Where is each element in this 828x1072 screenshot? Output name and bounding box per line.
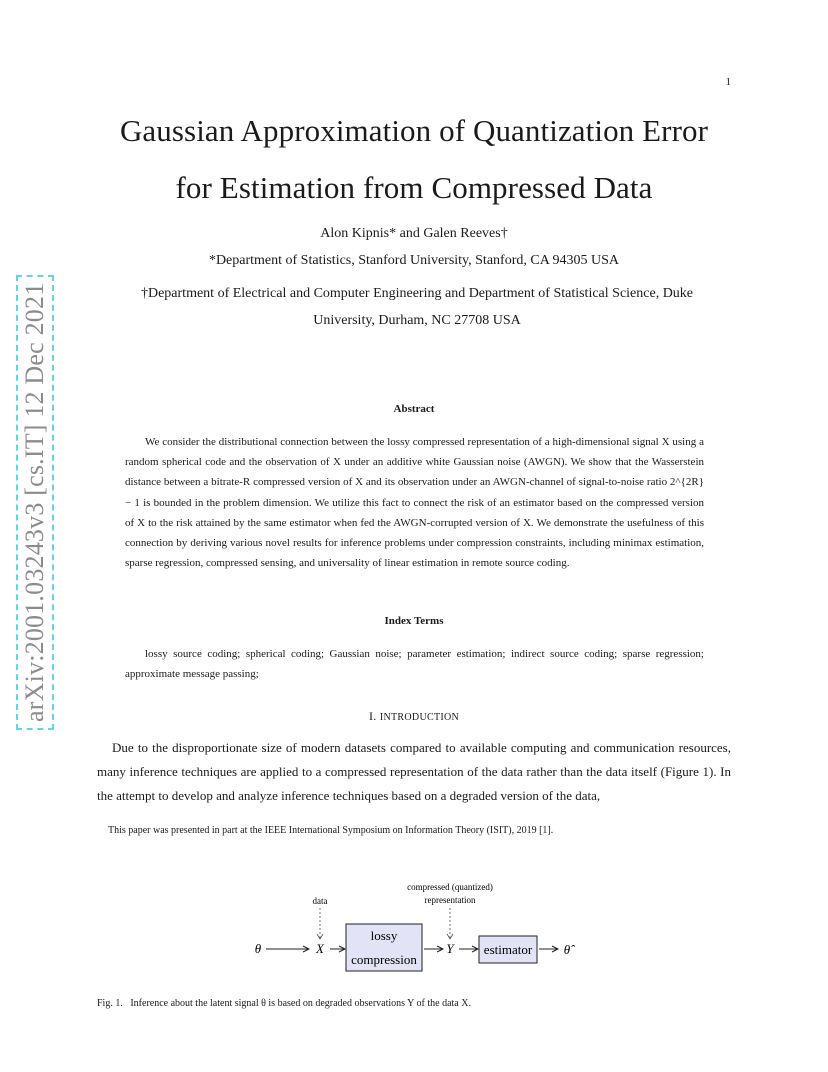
y-symbol: Y	[446, 941, 454, 956]
introduction-body: Due to the disproportionate size of modern datasets compared to available computing and communication resources, many inference techniques are applied to a compressed representation of the data rather than the data itself (Figure 1). In the attempt to develop and analyze inference techniques based on a degraded version of the data,	[97, 740, 731, 803]
lossy-compression-label-2: compression	[351, 952, 417, 967]
theta-symbol: θ	[254, 941, 262, 956]
authors: Alon Kipnis* and Galen Reeves†	[320, 226, 508, 241]
representation-label-line-1: compressed (quantized)	[407, 882, 493, 892]
theta-hat-symbol: θ̂	[563, 942, 571, 957]
arxiv-stamp: arXiv:2001.03243v3 [cs.IT] 12 Dec 2021	[16, 275, 54, 730]
paper-title-line-1: Gaussian Approximation of Quantization Error	[119, 113, 709, 148]
abstract-heading: Abstract	[393, 403, 435, 415]
figure-1-diagram	[240, 876, 580, 976]
section-number: I.	[368, 709, 377, 723]
estimator-label: estimator	[483, 942, 533, 957]
affiliation-stanford: *Department of Statistics, Stanford University, Stanford, CA 94305 USA	[208, 253, 620, 268]
index-terms-body: lossy source coding; spherical coding; Gaussian noise; parameter estimation; indirect source coding; sparse regression; approximate message passing;	[125, 648, 704, 681]
abstract-body: We consider the distributional connection between the lossy compressed representation of a high-dimensional signal X using a random spherical code and the observation of X under an additive white Gaussian noise (AWGN). We show that the Wasserstein distance between a bitrate-R compressed version of X and its observation under an AWGN-channel of signal-to-noise ratio 2^{2R} − 1 is bounded in the problem dimension. We utilize this fact to connect the risk of an estimator based on the compressed version of X to the risk attained by the same estimator when fed the AWGN-corrupted version of X. We demonstrate the usefulness of this connection by deriving various novel results for inference problems under compression constraints, including minimax estimation, sparse regression, compressed sensing, and universality of linear estimation in remote source coding.	[125, 436, 704, 570]
data-label: data	[312, 896, 328, 906]
section-title: INTRODUCTION	[379, 712, 460, 723]
x-symbol: X	[316, 941, 324, 956]
page-number: 1	[725, 76, 731, 88]
section-heading	[0, 709, 828, 724]
index-terms-heading: Index Terms	[384, 615, 444, 627]
footnote: This paper was presented in part at the IEEE International Symposium on Information Theory (ISIT), 2019 [1].	[108, 825, 554, 836]
lossy-compression-label-1: lossy	[370, 928, 398, 943]
affiliation-duke: †Department of Electrical and Computer Engineering and Department of Statistical Science, Duke University, Durham, NC 27708 USA	[140, 286, 694, 328]
representation-label-line-2: representation	[424, 895, 476, 905]
figure-caption: Fig. 1. Inference about the latent signal θ is based on degraded observations Y of the data X.	[97, 998, 471, 1009]
paper-title-line-2: for Estimation from Compressed Data	[175, 170, 653, 205]
